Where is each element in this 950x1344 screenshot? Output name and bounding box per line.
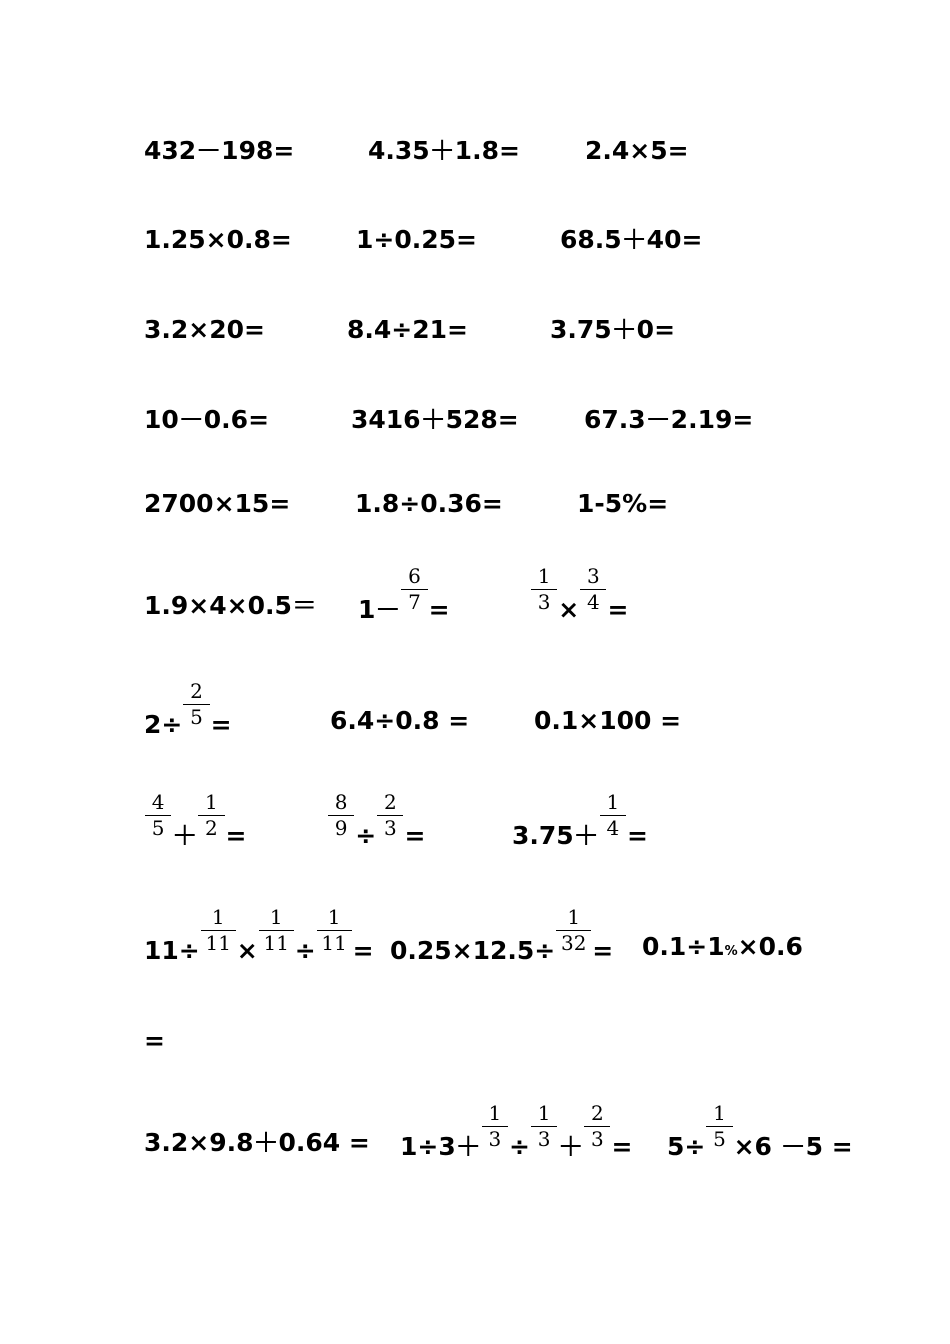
fraction [259, 905, 294, 959]
expression-text: 2÷ [144, 710, 183, 739]
math-problem [144, 1028, 165, 1053]
expression-text: 1-5%= [577, 489, 669, 518]
fraction [482, 1101, 508, 1155]
fraction [198, 790, 224, 844]
expression-text: ÷ [294, 936, 316, 965]
problem-row [0, 1101, 950, 1210]
math-problem [512, 790, 648, 850]
math-problem [400, 1101, 633, 1161]
fraction-numerator: 1 [205, 790, 218, 814]
expression-text: ×0.6 [737, 932, 803, 961]
expression-text: = [404, 821, 426, 850]
expression-text: 3.75＋0= [550, 315, 676, 344]
fraction-denominator: 11 [321, 931, 347, 955]
fraction [584, 1101, 610, 1155]
fraction-denominator: 32 [561, 931, 587, 955]
math-problem [560, 227, 702, 252]
expression-text: = [144, 1026, 165, 1055]
expression-text: 6.4÷0.8 = [330, 706, 470, 735]
fraction-denominator: 7 [408, 590, 421, 614]
expression-text: 1÷3＋ [400, 1132, 481, 1161]
fraction-numerator: 1 [269, 905, 283, 929]
problem-row [0, 317, 950, 397]
math-problem [356, 227, 477, 252]
fraction-denominator: 2 [205, 816, 218, 840]
fraction-numerator: 1 [327, 905, 341, 929]
expression-text: ÷ [509, 1132, 530, 1161]
math-problem [144, 679, 232, 739]
math-problem [368, 138, 520, 163]
math-problem [144, 790, 247, 850]
math-problem [667, 1101, 853, 1161]
math-problem [144, 227, 292, 252]
math-problem [144, 407, 269, 432]
expression-text: 1.8÷0.36= [355, 489, 503, 518]
fraction-denominator: 3 [383, 816, 397, 840]
problem-row [0, 491, 950, 571]
expression-text: ×6 －5 = [733, 1132, 853, 1161]
fraction-denominator: 5 [713, 1127, 726, 1151]
math-problem [351, 407, 519, 432]
expression-text: 1.9×4×0.5＝ [144, 591, 317, 620]
expression-text: 3.2×9.8＋0.64 = [144, 1128, 370, 1157]
fraction [706, 1101, 732, 1155]
fraction-denominator: 5 [151, 816, 165, 840]
problem-row [0, 407, 950, 487]
math-problem [584, 407, 753, 432]
fraction-denominator: 11 [205, 931, 231, 955]
expression-text: 1－ [358, 595, 401, 624]
math-problem [642, 934, 803, 959]
math-problem [577, 491, 668, 516]
expression-text: × [558, 595, 580, 624]
fraction-numerator: 4 [151, 790, 165, 814]
fraction-numerator: 1 [211, 905, 225, 929]
fraction-denominator: 3 [488, 1127, 502, 1151]
math-problem [585, 138, 689, 163]
expression-text: 432－198= [144, 136, 295, 165]
fraction [183, 679, 209, 733]
expression-text: 4.35＋1.8= [368, 136, 520, 165]
problem-row [0, 227, 950, 307]
fraction [328, 790, 354, 844]
fraction-denominator: 3 [537, 1127, 551, 1151]
fraction-numerator: 2 [190, 679, 203, 703]
percent-sign: % [724, 944, 738, 959]
fraction-numerator: 1 [606, 790, 620, 814]
math-problem [534, 708, 681, 733]
fraction [600, 790, 626, 844]
expression-text: = [225, 821, 247, 850]
math-problem [390, 905, 614, 965]
expression-text: 2700×15= [144, 489, 291, 518]
expression-text: = [611, 1132, 633, 1161]
fraction [377, 790, 403, 844]
expression-text: 10－0.6= [144, 405, 270, 434]
expression-text: 5÷ [667, 1132, 706, 1161]
expression-text: 0.1×100 = [534, 706, 682, 735]
fraction-denominator: 3 [590, 1127, 604, 1151]
expression-text: = [210, 710, 232, 739]
math-problem [330, 708, 469, 733]
math-problem [358, 564, 450, 624]
expression-text: 68.5＋40= [560, 225, 703, 254]
expression-text: 11÷ [144, 936, 200, 965]
expression-text: ÷ [355, 821, 377, 850]
problem-row [0, 564, 950, 673]
problem-row [0, 679, 950, 788]
expression-text: 1÷0.25= [356, 225, 477, 254]
math-problem [144, 317, 265, 342]
problem-row [0, 790, 950, 899]
math-problem [144, 905, 374, 965]
math-problem [144, 593, 317, 618]
fraction [531, 564, 557, 618]
math-problem [144, 491, 290, 516]
expression-text: = [352, 936, 374, 965]
fraction [317, 905, 352, 959]
math-problem [327, 790, 426, 850]
fraction-numerator: 1 [537, 1101, 551, 1125]
fraction-numerator: 3 [586, 564, 600, 588]
fraction-numerator: 1 [537, 564, 551, 588]
problem-row [0, 138, 950, 218]
expression-text: = [607, 595, 629, 624]
fraction-denominator: 5 [190, 705, 203, 729]
expression-text: × [236, 936, 258, 965]
fraction-denominator: 4 [586, 590, 600, 614]
fraction-numerator: 1 [488, 1101, 502, 1125]
problem-row [0, 905, 950, 1014]
expression-text: = [592, 936, 614, 965]
expression-text: 3.2×20= [144, 315, 265, 344]
expression-text: ＋ [172, 821, 198, 850]
expression-text: = [428, 595, 450, 624]
expression-text: 3.75＋ [512, 821, 599, 850]
fraction-numerator: 1 [567, 905, 581, 929]
math-problem [144, 138, 294, 163]
fraction [145, 790, 171, 844]
fraction-denominator: 4 [606, 816, 620, 840]
fraction-denominator: 9 [334, 816, 348, 840]
problem-row [0, 1028, 950, 1108]
fraction [580, 564, 606, 618]
fraction-numerator: 1 [713, 1101, 726, 1125]
math-problem [347, 317, 468, 342]
expression-text: 2.4×5= [585, 136, 689, 165]
fraction-numerator: 2 [383, 790, 397, 814]
expression-text: 3416＋528= [351, 405, 519, 434]
fraction-numerator: 8 [334, 790, 348, 814]
fraction [531, 1101, 557, 1155]
math-problem [144, 1130, 370, 1155]
fraction [401, 564, 427, 618]
fraction-numerator: 6 [408, 564, 421, 588]
expression-text: 67.3－2.19= [584, 405, 754, 434]
fraction [201, 905, 236, 959]
expression-text: = [626, 821, 648, 850]
fraction-denominator: 3 [537, 590, 551, 614]
math-problem [550, 317, 675, 342]
expression-text: 1.25×0.8= [144, 225, 292, 254]
expression-text: ＋ [558, 1132, 584, 1161]
fraction-denominator: 11 [263, 931, 289, 955]
fraction [556, 905, 591, 959]
expression-text: 8.4÷21= [347, 315, 468, 344]
math-problem [530, 564, 629, 624]
fraction-numerator: 2 [590, 1101, 604, 1125]
math-problem [355, 491, 503, 516]
expression-text: 0.1÷1 [642, 932, 725, 961]
expression-text: 0.25×12.5÷ [390, 936, 556, 965]
